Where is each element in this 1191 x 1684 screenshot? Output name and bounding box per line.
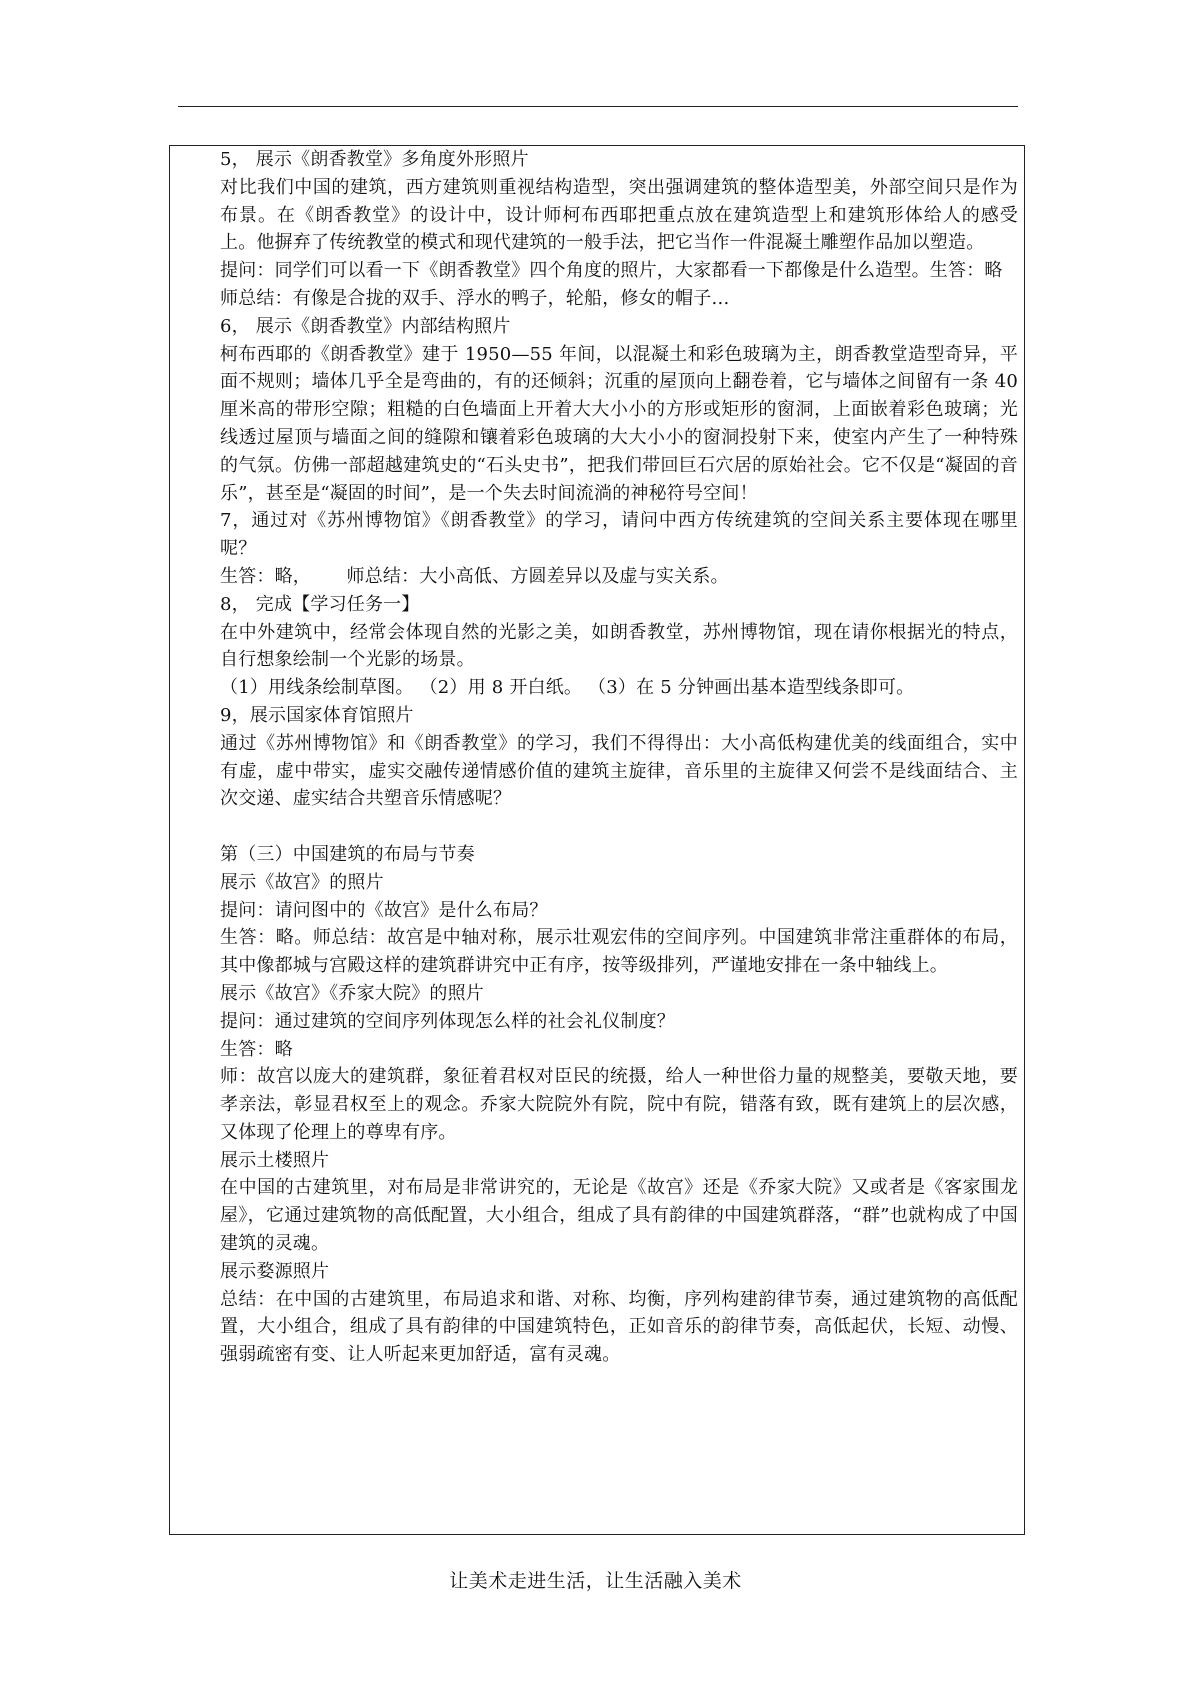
paragraph: 展示婺源照片	[220, 1260, 330, 1282]
paragraph: 6， 展示《朗香教堂》内部结构照片	[220, 315, 511, 337]
paragraph: （1）用线条绘制草图。 （2）用 8 开白纸。 （3）在 5 分钟画出基本造型线条即可。	[220, 677, 915, 699]
paragraph: 总结：在中国的古建筑里，布局追求和谐、对称、均衡，序列构建韵律节奏，通过建筑物的高低配置，大小组合，组成了具有韵律的中国建筑特色，正如音乐的韵律节奏，高低起伏，长短、动慢、强弱疏密有变、让人听起来更加舒适，富有灵魂。	[220, 1288, 1018, 1366]
paragraph: 生答：略， 师总结：大小高低、方圆差异以及虚与实关系。	[220, 565, 729, 587]
paragraph: 提问：同学们可以看一下《朗香教堂》四个角度的照片，大家都看一下都像是什么造型。生答：略	[220, 260, 1003, 282]
paragraph: 通过《苏州博物馆》和《朗香教堂》的学习，我们不得得出：大小高低构建优美的线面组合，实中有虚，虚中带实，虚实交融传递情感价值的建筑主旋律，音乐里的主旋律又何尝不是线面结合、主次交递、虚实结合共塑音乐情感呢？	[220, 732, 1018, 810]
paragraph: 生答：略	[220, 1038, 293, 1060]
paragraph: 展示《故宫》《乔家大院》的照片	[220, 982, 484, 1004]
paragraph: 师总结：有像是合拢的双手、浮水的鸭子，轮船，修女的帽子…	[220, 287, 730, 309]
header-rule	[178, 106, 1018, 107]
paragraph: 5， 展示《朗香教堂》多角度外形照片	[220, 149, 529, 170]
paragraph: 展示《故宫》的照片	[220, 871, 384, 893]
lesson-content	[220, 146, 1018, 1369]
paragraph: 9，展示国家体育馆照片	[220, 704, 414, 726]
paragraph: 7，通过对《苏州博物馆》《朗香教堂》的学习，请问中西方传统建筑的空间关系主要体现在哪里呢？	[220, 510, 1018, 560]
paragraph: 在中国的古建筑里，对布局是非常讲究的，无论是《故宫》还是《乔家大院》又或者是《客家围龙屋》，它通过建筑物的高低配置，大小组合，组成了具有韵律的中国建筑群落，“群”也就构成了中国建筑的灵魂。	[220, 1177, 1018, 1255]
paragraph: 柯布西耶的《朗香教堂》建于 1950—55 年间，以混凝土和彩色玻璃为主，朗香教堂造型奇异，平面不规则；墙体几乎全是弯曲的，有的还倾斜；沉重的屋顶向上翻卷着，它与墙体之间留有一条 40 厘米高的带形空隙；粗糙的白色墙面上开着大大小小的方形或矩形的窗洞，上面嵌着彩色玻璃；光线透过屋顶与墙面之间的缝隙和镶着彩色玻璃的大大小小的窗洞投射下来，使室内产生了一种特殊的气氛。仿佛一部超越建筑史的“石头史书”，把我们带回巨石穴居的原始社会。它不仅是“凝固的音乐”，甚至是“凝固的时间”，是一个失去时间流淌的神秘符号空间！	[220, 343, 1018, 504]
paragraph: 生答：略。师总结：故宫是中轴对称，展示壮观宏伟的空间序列。中国建筑非常注重群体的布局，其中像都城与宫殿这样的建筑群讲究中正有序，按等级排列，严谨地安排在一条中轴线上。	[220, 927, 1018, 977]
blank-line	[220, 813, 1018, 841]
paragraph: 对比我们中国的建筑，西方建筑则重视结构造型，突出强调建筑的整体造型美，外部空间只是作为布景。在《朗香教堂》的设计中，设计师柯布西耶把重点放在建筑造型上和建筑形体给人的感受上。他摒弃了传统教堂的模式和现代建筑的一般手法，把它当作一件混凝土雕塑作品加以塑造。	[220, 176, 1018, 254]
paragraph: 8， 完成【学习任务一】	[220, 593, 420, 615]
paragraph: 师：故宫以庞大的建筑群，象征着君权对臣民的统摄，给人一种世俗力量的规整美，要敬天地，要孝亲法，彰显君权至上的观念。乔家大院院外有院，院中有院，错落有致，既有建筑上的层次感，又体现了伦理上的尊卑有序。	[220, 1066, 1018, 1143]
paragraph: 在中外建筑中，经常会体现自然的光影之美，如朗香教堂，苏州博物馆，现在请你根据光的特点，自行想象绘制一个光影的场景。	[220, 621, 1018, 671]
page-footer: 让美术走进生活，让生活融入美术	[449, 1570, 742, 1592]
paragraph: 提问：通过建筑的空间序列体现怎么样的社会礼仪制度？	[220, 1010, 675, 1032]
section-heading: 第（三）中国建筑的布局与节奏	[220, 843, 475, 865]
paragraph: 展示土楼照片	[220, 1149, 330, 1171]
paragraph: 提问：请问图中的《故宫》是什么布局？	[220, 899, 548, 921]
